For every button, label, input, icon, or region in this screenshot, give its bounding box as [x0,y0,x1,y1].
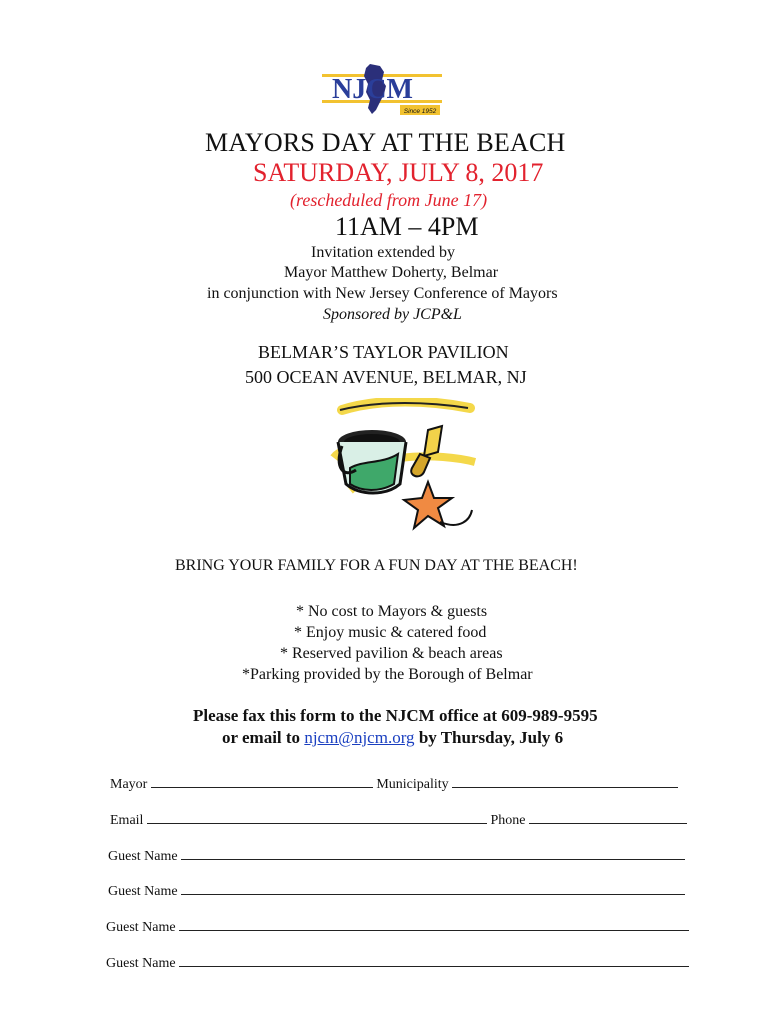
email-deadline: by Thursday, July 6 [414,728,564,747]
guest-field-row [106,954,689,972]
guest-name-input-line[interactable] [181,882,685,895]
invitation-line-3: in conjunction with New Jersey Conference of Mayors [207,285,558,302]
logo-tagline: Since 1952 [403,108,437,115]
guest-name-label: Guest Name [106,956,176,971]
phone-input-line[interactable] [529,811,687,824]
guest-name-label: Guest Name [108,884,178,899]
email-input-line[interactable] [147,811,487,824]
guest-name-input-line[interactable] [179,918,689,931]
highlight-item: * Reserved pavilion & beach areas [280,645,503,662]
fax-instruction: Please fax this form to the NJCM office at 609-989-9595 [193,706,598,725]
invitation-line-1: Invitation extended by [311,244,455,261]
logo-text: NJCM [332,74,413,105]
guest-name-label: Guest Name [106,920,176,935]
highlight-item: * No cost to Mayors & guests [296,603,488,620]
reschedule-note: (rescheduled from June 17) [290,190,488,210]
highlight-item: *Parking provided by the Borough of Belmar [242,666,533,683]
email-prefix: or email to [222,728,305,747]
email-link[interactable]: njcm@njcm.org [304,728,415,747]
highlight-item: * Enjoy music & catered food [294,624,487,641]
mayor-input-line[interactable] [151,775,373,788]
email-label: Email [110,813,144,828]
event-date: SATURDAY, JULY 8, 2017 [253,158,544,187]
event-title: MAYORS DAY AT THE BEACH [205,128,566,157]
venue-name: BELMAR’S TAYLOR PAVILION [258,342,509,362]
guest-field-row [108,847,685,865]
guest-field-row [106,918,689,936]
event-time: 11AM – 4PM [335,212,479,241]
venue-address: 500 OCEAN AVENUE, BELMAR, NJ [245,367,527,387]
guest-name-input-line[interactable] [179,954,689,967]
email-instruction [222,728,563,748]
email-field-row [110,811,687,829]
mayor-field-row [110,775,678,793]
guest-field-row [108,882,685,900]
municipality-label: Municipality [376,777,449,792]
municipality-input-line[interactable] [452,775,678,788]
family-headline: BRING YOUR FAMILY FOR A FUN DAY AT THE BEACH! [175,557,578,574]
invitation-line-2: Mayor Matthew Doherty, Belmar [284,264,499,281]
njcm-logo [318,62,446,118]
guest-name-label: Guest Name [108,849,178,864]
sponsor-line: Sponsored by JCP&L [323,306,462,323]
guest-name-input-line[interactable] [181,847,685,860]
beach-pail-clipart [320,398,480,538]
mayor-label: Mayor [110,777,148,792]
phone-label: Phone [490,813,526,828]
